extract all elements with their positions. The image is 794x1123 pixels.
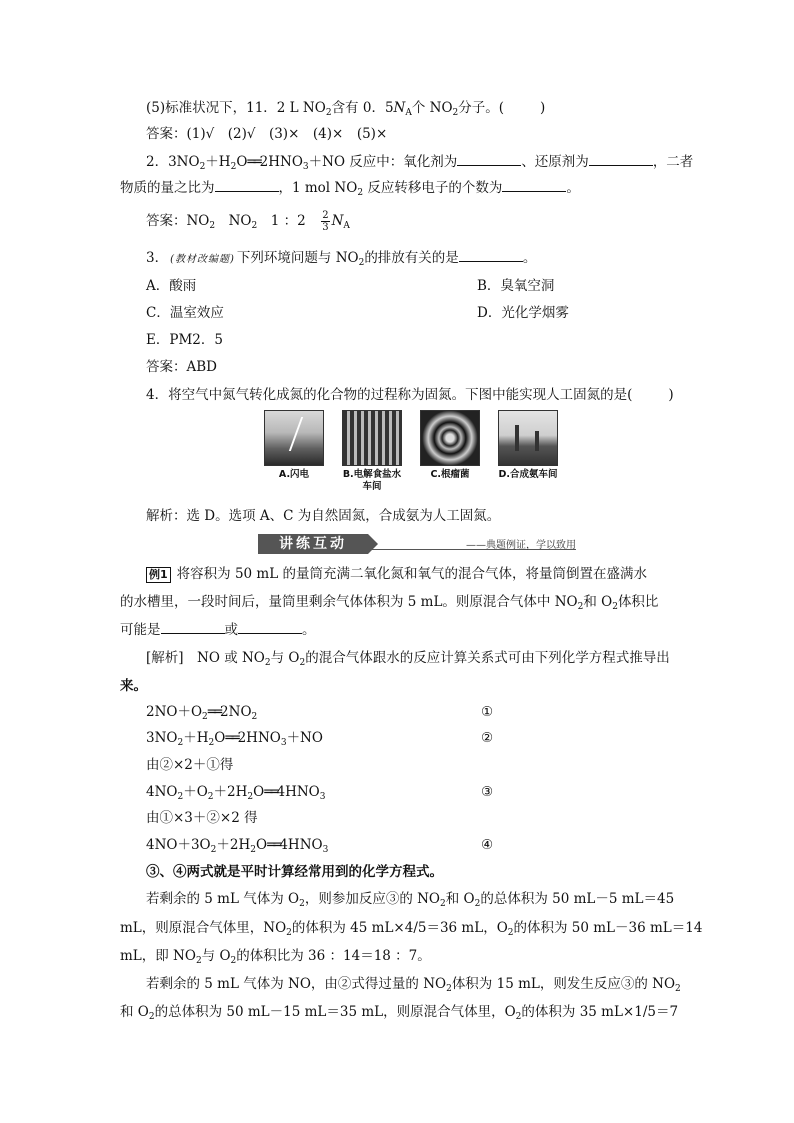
text: ) [540, 100, 546, 116]
example-line1 [146, 564, 647, 584]
text: ══ [247, 154, 260, 170]
text: 可能是 [120, 622, 161, 638]
text: 或 [224, 622, 238, 638]
q2-answer [146, 210, 350, 236]
subscript: 2 [210, 845, 217, 855]
text: ＋O [183, 784, 208, 800]
subscript: 3 [319, 792, 326, 802]
text: 。 [302, 622, 316, 638]
text: 的混合气体跟水的反应计算关系式可由下列化学方程式推导出 [305, 650, 670, 666]
solution-line2 [120, 918, 702, 943]
q4-figures [264, 410, 564, 500]
q4-analysis: 解析：选 D。选项 A、C 为自然固氮，合成氨为人工固氮。 [146, 508, 501, 524]
figure-caption: B.电解食盐水车间 [342, 469, 402, 492]
text: 。 [522, 250, 537, 266]
subscript: 2 [286, 928, 292, 938]
subscript: 2 [230, 956, 237, 966]
text: 体积比 [617, 594, 659, 610]
text: N [331, 213, 344, 229]
section-title: 讲练互动 [258, 534, 368, 554]
text: 2HNO [259, 154, 303, 170]
answer-blank[interactable] [457, 153, 521, 166]
text: 的总体积为 50 mL－15 mL＝35 mL，则原混合气体里，O [154, 1004, 516, 1020]
subscript: 2 [474, 899, 481, 909]
derivation-step-2: 由①×3＋②×2 得 [146, 810, 258, 826]
equation-number: ② [481, 730, 494, 746]
text: O [236, 154, 248, 170]
text: NO [215, 213, 252, 229]
text: ) [668, 387, 674, 403]
subscript: 2 [299, 658, 306, 668]
text: 4HNO [279, 837, 323, 853]
q2-line2 [120, 178, 580, 203]
figure-caption: C.根瘤菌 [430, 469, 470, 480]
text: 与 O [270, 650, 300, 666]
lightning-image [264, 410, 324, 466]
text: 2HNO [237, 730, 281, 746]
text: ══ [207, 704, 221, 720]
subscript: 2 [209, 221, 216, 231]
equation-number: ③ [481, 784, 494, 800]
q3-option-e: E．PM2．5 [146, 332, 223, 348]
text: 4NO＋3O [146, 837, 211, 853]
root-nodule-image [420, 410, 480, 466]
section-banner [258, 534, 576, 554]
subscript: 2 [299, 899, 305, 909]
subscript: 2 [577, 602, 584, 612]
equation-4 [146, 835, 328, 860]
figure-lightning [264, 410, 324, 481]
subscript: 2 [177, 792, 184, 802]
text: 和 O [445, 891, 475, 907]
text: 物质的量之比为 [120, 180, 215, 196]
text: 体积为 15 mL，则发生反应③的 NO [451, 976, 676, 992]
subscript: 2 [199, 162, 206, 172]
subscript: 2 [208, 738, 215, 748]
text: 的体积比为 36 ：14＝18 ：7。 [236, 948, 431, 964]
text: 2NO＋O [146, 704, 203, 720]
section-subtitle: ——典题例证，学以致用 [466, 540, 576, 551]
q3-option-a: A．酸雨 [146, 278, 197, 294]
subscript: 3 [302, 162, 309, 172]
q3-option-d: D．光化学烟雾 [477, 305, 569, 321]
text: 。 [566, 180, 580, 196]
subscript: 2 [251, 712, 258, 722]
subscript: 2 [202, 712, 208, 722]
text: ，1 mol NO [278, 180, 358, 196]
subscript: 2 [357, 188, 364, 198]
text: 分子。( [458, 100, 505, 116]
q2-line1 [146, 152, 693, 177]
ammonia-plant-image [498, 410, 558, 466]
text: 下列环境问题与 NO [236, 250, 359, 266]
example-line3 [120, 620, 316, 640]
figure-ammonia-plant [498, 410, 558, 481]
text: O [253, 784, 265, 800]
subscript: 2 [507, 928, 514, 938]
equation-3 [146, 782, 325, 807]
fraction [321, 210, 329, 233]
text: [解析] NO 或 NO [146, 650, 265, 666]
subscript: 2 [515, 1012, 522, 1022]
text: 和 O [583, 594, 613, 610]
solution-line5 [120, 1002, 678, 1027]
text: ══ [225, 730, 238, 746]
q1-answer: 答案：(1)√ (2)√ (3)× (4)× (5)× [146, 126, 388, 142]
q3-option-b: B．臭氧空洞 [477, 278, 555, 294]
subscript: 2 [446, 984, 452, 994]
subscript: 2 [452, 108, 459, 118]
text: 4HNO [276, 784, 320, 800]
text: ＋NO 反应中：氧化剂为 [308, 154, 458, 170]
q1-item5 [146, 98, 545, 123]
text: 的体积为 35 mL×1/5＝7 [521, 1004, 679, 1020]
example-label: 例1 [146, 567, 171, 583]
text: 3． [146, 250, 169, 266]
example-analysis-line2: 来。 [120, 678, 147, 694]
figure-caption: A.闪电 [278, 469, 310, 480]
subscript: 2 [325, 108, 332, 118]
answer-blank[interactable] [589, 153, 653, 166]
answer-blank[interactable] [215, 179, 279, 192]
example-analysis-line1 [146, 648, 670, 673]
subscript: 2 [675, 984, 681, 994]
subscript: 2 [230, 162, 237, 172]
answer-blank[interactable] [459, 249, 523, 262]
subscript: 2 [250, 845, 256, 855]
text: 4．将空气中氮气转化成氮的化合物的过程称为固氮。下图中能实现人工固氮的是( [146, 387, 633, 403]
subscript: 2 [440, 899, 446, 909]
text: 1 ：2 [257, 213, 320, 229]
text: ，则参加反应③的 NO [304, 891, 440, 907]
subscript: 2 [264, 658, 271, 668]
text: 若剩余的 5 mL 气体为 O [146, 891, 300, 907]
equation-number: ① [481, 704, 494, 720]
text: 4NO [146, 784, 178, 800]
text: ＋H [205, 154, 231, 170]
text: 、还原剂为 [521, 154, 589, 170]
numerator: 2 [322, 210, 329, 221]
figure-root-nodule [420, 410, 480, 481]
text: O [255, 837, 268, 853]
q3-option-c: C．温室效应 [146, 305, 224, 321]
example-line2 [120, 592, 658, 617]
subscript: A [405, 108, 412, 118]
text: ＋H [183, 730, 209, 746]
text: 与 O [201, 948, 231, 964]
text: ＋2H [216, 837, 251, 853]
solution-line4 [146, 974, 681, 999]
text: N [393, 100, 406, 116]
electrolysis-workshop-image [342, 410, 402, 466]
text: ══ [267, 837, 280, 853]
text: O [214, 730, 226, 746]
q4-stem [146, 385, 674, 405]
text: (5)标准状况下，11．2 L NO [146, 100, 326, 116]
source-tag: (教材改编题) [170, 254, 235, 265]
text: 答案：NO [146, 213, 210, 229]
text: 含有 0．5 [331, 100, 394, 116]
answer-blank[interactable] [502, 179, 566, 192]
subscript: A [343, 221, 350, 231]
equation-1 [146, 702, 257, 727]
subscript: 2 [247, 792, 254, 802]
subscript: 2 [195, 956, 202, 966]
text: 的总体积为 50 mL－5 mL＝45 [480, 891, 675, 907]
text: mL，即 NO [120, 948, 196, 964]
subscript: 2 [207, 792, 214, 802]
answer-blank[interactable] [238, 621, 302, 634]
text: 2NO [220, 704, 252, 720]
equation-2 [146, 728, 323, 753]
subscript: 3 [280, 738, 287, 748]
subscript: 2 [177, 738, 184, 748]
text: 的排放有关的是 [364, 250, 459, 266]
text: 的体积为 45 mL×4/5＝36 mL，O [291, 920, 508, 936]
answer-blank[interactable] [161, 621, 225, 634]
figure-caption: D.合成氨车间 [498, 469, 558, 480]
solution-line3 [120, 946, 431, 971]
subscript: 3 [322, 845, 329, 855]
text: ＋2H [213, 784, 248, 800]
text: 个 NO [411, 100, 453, 116]
q3-stem [146, 248, 536, 273]
text: 若剩余的 5 mL 气体为 NO，由②式得过量的 NO [146, 976, 447, 992]
text: 3NO [146, 730, 178, 746]
equation-number: ④ [481, 837, 494, 853]
figure-electrolysis-plant [342, 410, 402, 493]
text: 和 O [120, 1004, 149, 1020]
text: ，二者 [652, 154, 694, 170]
text: 2．3NO [146, 154, 200, 170]
text: ══ [264, 784, 277, 800]
denominator: 3 [322, 222, 329, 233]
subscript: 2 [251, 221, 258, 231]
text: 反应转移电子的个数为 [363, 180, 503, 196]
equation-note: ③、④两式就是平时计算经常用到的化学方程式。 [146, 864, 443, 880]
text: 的水槽里，一段时间后，量筒里剩余气体体积为 5 mL。则原混合气体中 NO [120, 594, 578, 610]
text: ＋NO [286, 730, 323, 746]
subscript: 2 [358, 258, 365, 268]
derivation-step-1: 由②×2＋①得 [146, 757, 234, 773]
q3-answer: 答案：ABD [146, 359, 217, 375]
text: mL，则原混合气体里，NO [120, 920, 287, 936]
subscript: 2 [612, 602, 618, 612]
text: 将容积为 50 mL 的量筒充满二氧化氮和氧气的混合气体，将量筒倒置在盛满水 [176, 566, 647, 582]
text: 的体积为 50 mL－36 mL＝14 [513, 920, 703, 936]
subscript: 2 [148, 1012, 155, 1022]
solution-line1 [146, 889, 674, 914]
